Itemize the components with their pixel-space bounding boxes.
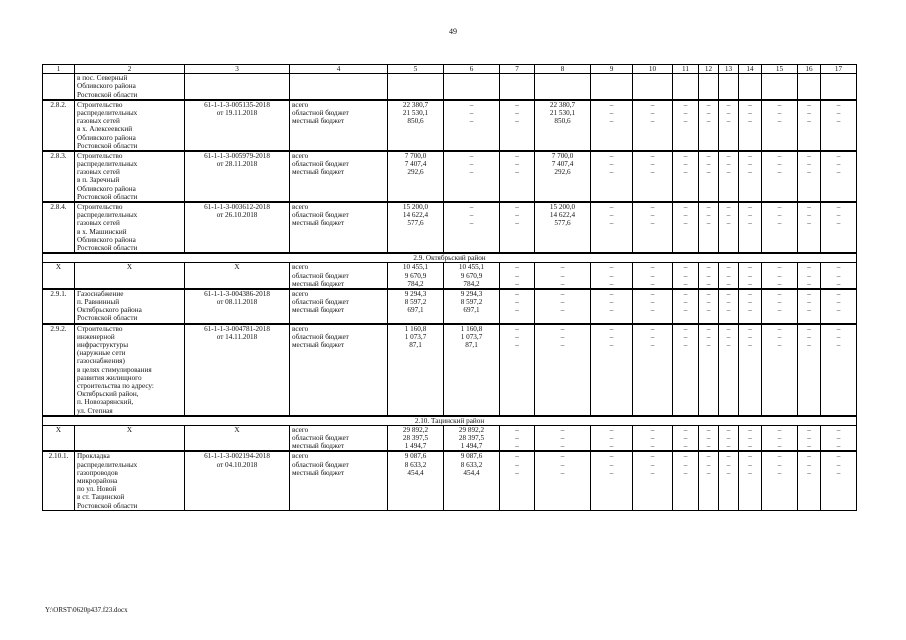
row-number: 2.10.1. xyxy=(43,451,75,510)
amount-col-12: – – – xyxy=(699,151,719,202)
amount-col-10: – – – xyxy=(633,324,673,416)
footer-file-path: Y:\ORST\0620p437.f23.docx xyxy=(45,606,128,614)
budget-sources: всего областной бюджет местный бюджет xyxy=(290,151,388,202)
budget-sources: всего областной бюджет местный бюджет xyxy=(290,324,388,416)
amount-col-16: – – – xyxy=(798,100,821,151)
amount-col-7: – – – xyxy=(500,425,535,451)
amount-col-14: – – – xyxy=(739,324,762,416)
amount-col-8: – – – xyxy=(535,451,591,510)
document-number: 61-1-1-3-005135-2018 от 19.11.2018 xyxy=(185,100,290,151)
amount-col-10: – – – xyxy=(633,263,673,289)
continued-row xyxy=(43,74,857,100)
amount-col-6: 1 160,8 1 073,7 87,1 xyxy=(444,324,500,416)
amount-col-16: – – – xyxy=(798,425,821,451)
section-total-row-2-10 xyxy=(43,425,857,451)
amount-col-17: – – – xyxy=(821,324,857,416)
project-name: в пос. Северный Обливского района Ростовской области xyxy=(75,74,185,100)
budget-sources: всего областной бюджет местный бюджет xyxy=(290,100,388,151)
amount-col-5: 10 455,1 9 670,9 784,2 xyxy=(388,263,444,289)
header-cell: 11 xyxy=(673,65,699,74)
budget-sources: всего областной бюджет местный бюджет xyxy=(290,425,388,451)
amount-col-5: 7 700,0 7 407,4 292,6 xyxy=(388,151,444,202)
document-number: 61-1-1-3-003612-2018 от 26.10.2018 xyxy=(185,202,290,253)
amount-col-6: – – – xyxy=(444,202,500,253)
section-header-2-9 xyxy=(43,253,857,263)
project-row-2-9-1 xyxy=(43,289,857,324)
header-cell: 13 xyxy=(719,65,739,74)
section-title: 2.10. Тацинский район xyxy=(43,416,857,426)
amount-col-9: – – – xyxy=(591,263,633,289)
header-cell: 14 xyxy=(739,65,762,74)
amount-col-8: – – – xyxy=(535,425,591,451)
amount-col-6: 9 294,3 8 597,2 697,1 xyxy=(444,289,500,324)
amount-col-10: – – – xyxy=(633,289,673,324)
amount-col-15: – – – xyxy=(762,263,798,289)
amount-col-7: – – – xyxy=(500,289,535,324)
row-number: 2.8.4. xyxy=(43,202,75,253)
amount-col-14: – – – xyxy=(739,289,762,324)
project-row-2-10-1 xyxy=(43,451,857,510)
header-cell: 3 xyxy=(185,65,290,74)
amount-col-5: 9 087,6 8 633,2 454,4 xyxy=(388,451,444,510)
header-cell: 9 xyxy=(591,65,633,74)
amount-col-5: 29 892,2 28 397,5 1 494,7 xyxy=(388,425,444,451)
amount-col-6: – – – xyxy=(444,100,500,151)
amount-col-9: – – – xyxy=(591,289,633,324)
amount-col-7: – – – xyxy=(500,100,535,151)
header-cell: 17 xyxy=(821,65,857,74)
document-number: 61-1-1-3-004781-2018 от 14.11.2018 xyxy=(185,324,290,416)
amount-col-5: 22 380,7 21 530,1 850,6 xyxy=(388,100,444,151)
budget-sources: всего областной бюджет местный бюджет xyxy=(290,202,388,253)
budget-sources: всего областной бюджет местный бюджет xyxy=(290,451,388,510)
project-name: Газоснабжение п. Равнинный Октябрьского района Ростовской области xyxy=(75,289,185,324)
amount-col-11: – – – xyxy=(673,425,699,451)
x-mark: Х xyxy=(43,263,75,289)
amount-col-17: – – – xyxy=(821,289,857,324)
amount-col-6: – – – xyxy=(444,151,500,202)
budget-sources: всего областной бюджет местный бюджет xyxy=(290,263,388,289)
page-number: 49 xyxy=(449,27,457,36)
amount-col-5: 9 294,3 8 597,2 697,1 xyxy=(388,289,444,324)
amount-col-14: – – – xyxy=(739,451,762,510)
amount-col-16: – – – xyxy=(798,263,821,289)
header-cell: 10 xyxy=(633,65,673,74)
amount-col-16: – – – xyxy=(798,451,821,510)
amount-col-7: – – – xyxy=(500,324,535,416)
amount-col-6: 9 087,6 8 633,2 454,4 xyxy=(444,451,500,510)
amount-col-6: 29 892,2 28 397,5 1 494,7 xyxy=(444,425,500,451)
project-row-2-8-2 xyxy=(43,100,857,151)
row-number: 2.8.3. xyxy=(43,151,75,202)
amount-col-12: – – – xyxy=(699,324,719,416)
row-number: 2.9.1. xyxy=(43,289,75,324)
amount-col-13: – – – xyxy=(719,324,739,416)
amount-col-8: – – – xyxy=(535,324,591,416)
document-number: 61-1-1-3-004386-2018 от 08.11.2018 xyxy=(185,289,290,324)
amount-col-9: – – – xyxy=(591,100,633,151)
amount-col-13: – – – xyxy=(719,151,739,202)
section-header-2-10 xyxy=(43,416,857,426)
amount-col-14: – – – xyxy=(739,100,762,151)
amount-col-11: – – – xyxy=(673,451,699,510)
x-mark: Х xyxy=(75,263,185,289)
x-mark: Х xyxy=(185,425,290,451)
amount-col-16: – – – xyxy=(798,151,821,202)
amount-col-15: – – – xyxy=(762,451,798,510)
amount-col-9: – – – xyxy=(591,425,633,451)
header-cell: 6 xyxy=(444,65,500,74)
header-cell: 12 xyxy=(699,65,719,74)
amount-col-7: – – – xyxy=(500,202,535,253)
amount-col-13: – – – xyxy=(719,202,739,253)
amount-col-10: – – – xyxy=(633,451,673,510)
amount-col-13: – – – xyxy=(719,451,739,510)
section-total-row-2-9 xyxy=(43,263,857,289)
amount-col-17: – – – xyxy=(821,151,857,202)
amount-col-16: – – – xyxy=(798,324,821,416)
document-number: 61-1-1-3-002194-2018 от 04.10.2018 xyxy=(185,451,290,510)
amount-col-8: 15 200,0 14 622,4 577,6 xyxy=(535,202,591,253)
amount-col-11: – – – xyxy=(673,151,699,202)
amount-col-17: – – – xyxy=(821,100,857,151)
header-cell: 1 xyxy=(43,65,75,74)
header-cell: 2 xyxy=(75,65,185,74)
row-number: 2.9.2. xyxy=(43,324,75,416)
project-row-2-8-3 xyxy=(43,151,857,202)
amount-col-7: – – – xyxy=(500,263,535,289)
header-cell: 7 xyxy=(500,65,535,74)
project-name: Прокладка распределительных газопроводов микрорайона по ул. Новой в ст. Тацинской Ростовской области xyxy=(75,451,185,510)
project-name: Строительство инженерной инфраструктуры (наружные сети газоснабжения) в целях стимулирования развития жилищного строительства по адресу: Октябрьский район, п. Новозарянский, ул. Степная xyxy=(75,324,185,416)
amount-col-8: 7 700,0 7 407,4 292,6 xyxy=(535,151,591,202)
section-title: 2.9. Октябрьский район xyxy=(43,253,857,263)
project-row-2-8-4 xyxy=(43,202,857,253)
project-name: Строительство распределительных газовых сетей в п. Заречный Обливского района Ростовской области xyxy=(75,151,185,202)
amount-col-13: – – – xyxy=(719,100,739,151)
amount-col-14: – – – xyxy=(739,425,762,451)
amount-col-8: – – – xyxy=(535,263,591,289)
amount-col-12: – – – xyxy=(699,289,719,324)
project-row-2-9-2 xyxy=(43,324,857,416)
amount-col-11: – – – xyxy=(673,202,699,253)
amount-col-12: – – – xyxy=(699,425,719,451)
x-mark: Х xyxy=(43,425,75,451)
amount-col-15: – – – xyxy=(762,324,798,416)
amount-col-16: – – – xyxy=(798,289,821,324)
amount-col-16: – – – xyxy=(798,202,821,253)
amount-col-8: 22 380,7 21 530,1 850,6 xyxy=(535,100,591,151)
amount-col-5: 1 160,8 1 073,7 87,1 xyxy=(388,324,444,416)
amount-col-7: – – – xyxy=(500,451,535,510)
amount-col-10: – – – xyxy=(633,100,673,151)
amount-col-10: – – – xyxy=(633,151,673,202)
amount-col-14: – – – xyxy=(739,263,762,289)
amount-col-15: – – – xyxy=(762,100,798,151)
amount-col-5: 15 200,0 14 622,4 577,6 xyxy=(388,202,444,253)
amount-col-9: – – – xyxy=(591,324,633,416)
budget-table xyxy=(42,64,857,511)
amount-col-12: – – – xyxy=(699,100,719,151)
amount-col-17: – – – xyxy=(821,451,857,510)
project-name: Строительство распределительных газовых сетей в х. Алексеевский Обливского района Ростовской области xyxy=(75,100,185,151)
column-number-row xyxy=(43,65,857,74)
amount-col-12: – – – xyxy=(699,263,719,289)
header-cell: 8 xyxy=(535,65,591,74)
x-mark: Х xyxy=(75,425,185,451)
header-cell: 5 xyxy=(388,65,444,74)
amount-col-7: – – – xyxy=(500,151,535,202)
header-cell: 4 xyxy=(290,65,388,74)
amount-col-9: – – – xyxy=(591,202,633,253)
amount-col-12: – – – xyxy=(699,451,719,510)
header-cell: 16 xyxy=(798,65,821,74)
amount-col-17: – – – xyxy=(821,263,857,289)
amount-col-11: – – – xyxy=(673,324,699,416)
amount-col-10: – – – xyxy=(633,202,673,253)
amount-col-15: – – – xyxy=(762,289,798,324)
amount-col-8: – – – xyxy=(535,289,591,324)
amount-col-14: – – – xyxy=(739,151,762,202)
amount-col-17: – – – xyxy=(821,425,857,451)
amount-col-9: – – – xyxy=(591,151,633,202)
amount-col-11: – – – xyxy=(673,263,699,289)
amount-col-13: – – – xyxy=(719,425,739,451)
row-number: 2.8.2. xyxy=(43,100,75,151)
amount-col-14: – – – xyxy=(739,202,762,253)
amount-col-6: 10 455,1 9 670,9 784,2 xyxy=(444,263,500,289)
budget-sources: всего областной бюджет местный бюджет xyxy=(290,289,388,324)
amount-col-11: – – – xyxy=(673,100,699,151)
amount-col-13: – – – xyxy=(719,289,739,324)
header-cell: 15 xyxy=(762,65,798,74)
x-mark: Х xyxy=(185,263,290,289)
amount-col-10: – – – xyxy=(633,425,673,451)
amount-col-15: – – – xyxy=(762,425,798,451)
amount-col-15: – – – xyxy=(762,151,798,202)
amount-col-11: – – – xyxy=(673,289,699,324)
project-name: Строительство распределительных газовых сетей в х. Машинский Обливского района Ростовской области xyxy=(75,202,185,253)
amount-col-13: – – – xyxy=(719,263,739,289)
document-number: 61-1-1-3-005979-2018 от 28.11.2018 xyxy=(185,151,290,202)
amount-col-17: – – – xyxy=(821,202,857,253)
amount-col-12: – – – xyxy=(699,202,719,253)
amount-col-9: – – – xyxy=(591,451,633,510)
amount-col-15: – – – xyxy=(762,202,798,253)
